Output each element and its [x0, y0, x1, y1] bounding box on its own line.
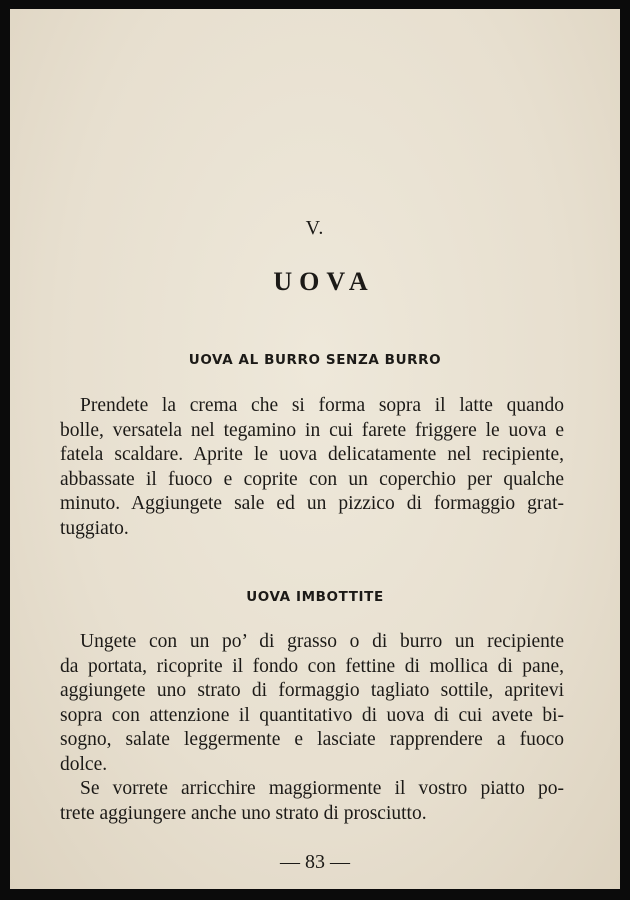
section-title-uova-al-burro: UOVA AL BURRO SENZA BURRO [188, 352, 442, 368]
text-line: aggiungete uno strato di formaggio tagliato sottile, apritevi [60, 680, 564, 701]
text-line: sogno, salate leggermente e lasciate rapprendere a fuoco [60, 729, 564, 750]
text-line: abbassate il fuoco e coprite con un coperchio per qualche [60, 468, 564, 490]
page-number: — 83 — [280, 851, 350, 873]
text-line: tuggiato. [60, 517, 129, 539]
recipe-paragraph [60, 777, 564, 826]
chapter-number: V. [305, 217, 325, 239]
text-line: Se vorrete arricchire maggiormente il vostro piatto po- [80, 778, 564, 799]
text-line: trete aggiungere anche uno strato di prosciutto. [60, 802, 427, 824]
text-line: fatela scaldare. Aprite le uova delicatamente nel recipiente, [60, 444, 564, 465]
book-page [10, 9, 620, 889]
recipe-paragraph [60, 630, 564, 777]
text-line: sopra con attenzione il quantitativo di uova di cui avete bi- [60, 704, 564, 726]
text-line: da portata, ricoprite il fondo con fettine di mollica di pane, [60, 655, 564, 677]
chapter-title: UOVA [273, 267, 375, 296]
text-line: dolce. [60, 753, 108, 775]
section-title-uova-imbottite: UOVA IMBOTTITE [246, 589, 384, 605]
recipe-paragraph [60, 394, 564, 541]
text-line: Prendete la crema che si forma sopra il latte quando [80, 395, 564, 416]
text-line: Ungete con un po’ di grasso o di burro un recipiente [80, 631, 564, 652]
text-line: bolle, versatela nel tegamino in cui farete friggere le uova e [60, 419, 564, 441]
text-line: minuto. Aggiungete sale ed un pizzico di formaggio grat- [60, 493, 564, 514]
